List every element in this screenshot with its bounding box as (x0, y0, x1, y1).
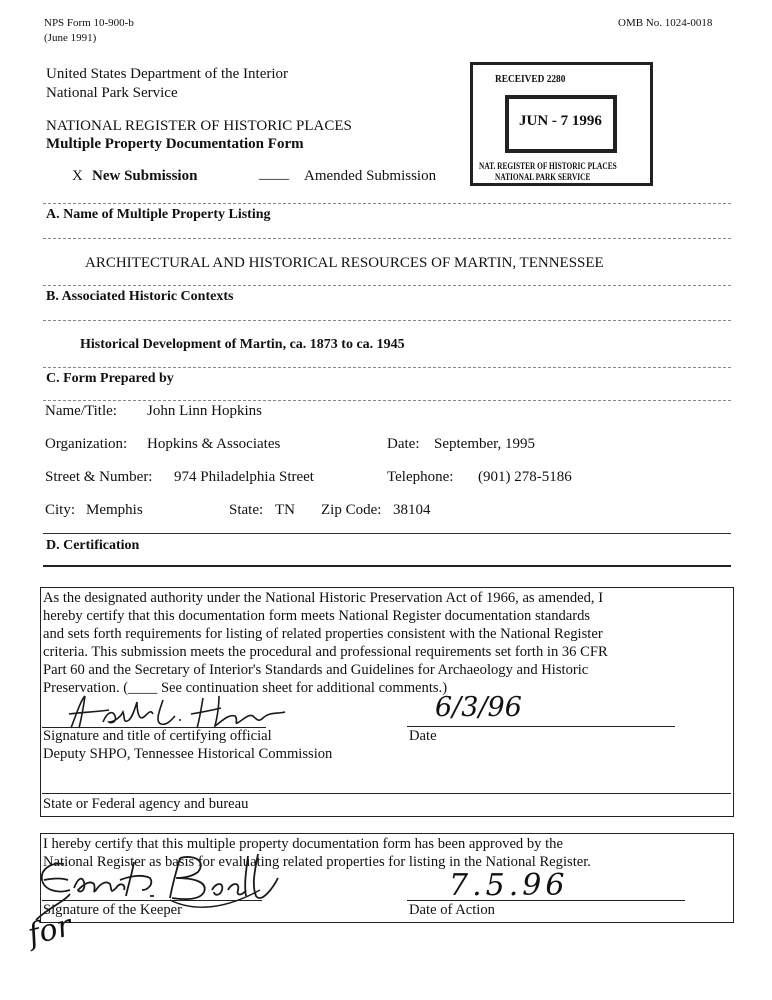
section-b-heading: B. Associated Historic Contexts (46, 289, 234, 304)
divider (43, 367, 731, 368)
omb-number: OMB No. 1024-0018 (618, 17, 713, 29)
telephone-label: Telephone: (387, 469, 454, 485)
zip-value: 38104 (393, 502, 431, 518)
organization-value: Hopkins & Associates (147, 436, 281, 452)
date-label: Date: (387, 436, 420, 452)
stamp-date: JUN - 7 1996 (519, 113, 602, 129)
new-submission-mark: X (72, 168, 83, 184)
state-label: State: (229, 502, 264, 518)
date-value: September, 1995 (434, 436, 536, 452)
form-subtitle: Multiple Property Documentation Form (46, 136, 304, 152)
agency-line (42, 793, 731, 794)
official-signature-label: Signature and title of certifying official (43, 728, 272, 744)
cert-line: As the designated authority under the National Historic Preservation Act of 1966, as amended, I (43, 590, 604, 606)
section-a-heading: A. Name of Multiple Property Listing (46, 207, 271, 222)
section-b-value: Historical Development of Martin, ca. 1873 to ca. 1945 (80, 337, 405, 352)
action-date: 7.5.96 (449, 868, 569, 903)
divider (43, 400, 731, 401)
name-label: Name/Title: (45, 403, 117, 419)
form-date: (June 1991) (44, 32, 97, 44)
received-stamp (470, 62, 653, 186)
stamp-line-2: NATIONAL PARK SERVICE (495, 172, 591, 182)
form-title: NATIONAL REGISTER OF HISTORIC PLACES (46, 118, 352, 134)
divider (43, 203, 731, 204)
form-number: NPS Form 10-900-b (44, 17, 134, 29)
divider (43, 285, 731, 286)
service-name: National Park Service (46, 85, 178, 101)
section-c-heading: C. Form Prepared by (46, 371, 174, 386)
cert-line: Preservation. (____ See continuation sheet for additional comments.) (43, 680, 448, 696)
official-title: Deputy SHPO, Tennessee Historical Commission (43, 746, 333, 762)
divider (43, 320, 731, 321)
street-value: 974 Philadelphia Street (174, 469, 314, 485)
date-line (407, 726, 675, 727)
keeper-line: National Register as basis for evaluating related properties for listing in the National Register. (43, 854, 591, 870)
official-date-label: Date (409, 728, 437, 744)
for-mark: for (24, 908, 76, 953)
telephone-value: (901) 278-5186 (478, 469, 572, 485)
section-a-value: ARCHITECTURAL AND HISTORICAL RESOURCES OF MARTIN, TENNESSEE (85, 255, 604, 271)
zip-label: Zip Code: (321, 502, 382, 518)
amended-blank: ____ (259, 166, 289, 182)
section-d-heading: D. Certification (46, 538, 140, 553)
stamp-date-box (505, 95, 617, 153)
keeper-line: I hereby certify that this multiple property documentation form has been approved by the (43, 836, 563, 852)
official-date: 6/3/96 (435, 692, 522, 723)
divider (43, 565, 731, 567)
street-label: Street & Number: (45, 469, 153, 485)
keeper-signature-label: Signature of the Keeper (43, 902, 182, 918)
certification-box (40, 587, 734, 817)
state-value: TN (275, 502, 295, 518)
city-label: City: (45, 502, 76, 518)
city-value: Memphis (86, 502, 143, 518)
new-submission-label: New Submission (92, 168, 198, 184)
cert-line: Part 60 and the Secretary of Interior's Standards and Guidelines for Archaeology and Historic (43, 662, 589, 678)
department-name: United States Department of the Interior (46, 66, 289, 82)
cert-line: criteria. This submission meets the procedural and professional requirements set forth in 36 CFR (43, 644, 608, 660)
cert-line: hereby certify that this documentation form meets National Register documentation standards (43, 608, 591, 624)
stamp-line-1: NAT. REGISTER OF HISTORIC PLACES (479, 161, 617, 171)
divider (43, 238, 731, 239)
organization-label: Organization: (45, 436, 128, 452)
divider (43, 533, 731, 534)
agency-label: State or Federal agency and bureau (43, 796, 249, 812)
amended-submission-label: Amended Submission (304, 168, 437, 184)
stamp-received: RECEIVED 2280 (495, 73, 566, 85)
cert-line: and sets forth requirements for listing of related properties consistent with the National Register (43, 626, 603, 642)
name-value: John Linn Hopkins (147, 403, 263, 419)
action-date-label: Date of Action (409, 902, 495, 918)
